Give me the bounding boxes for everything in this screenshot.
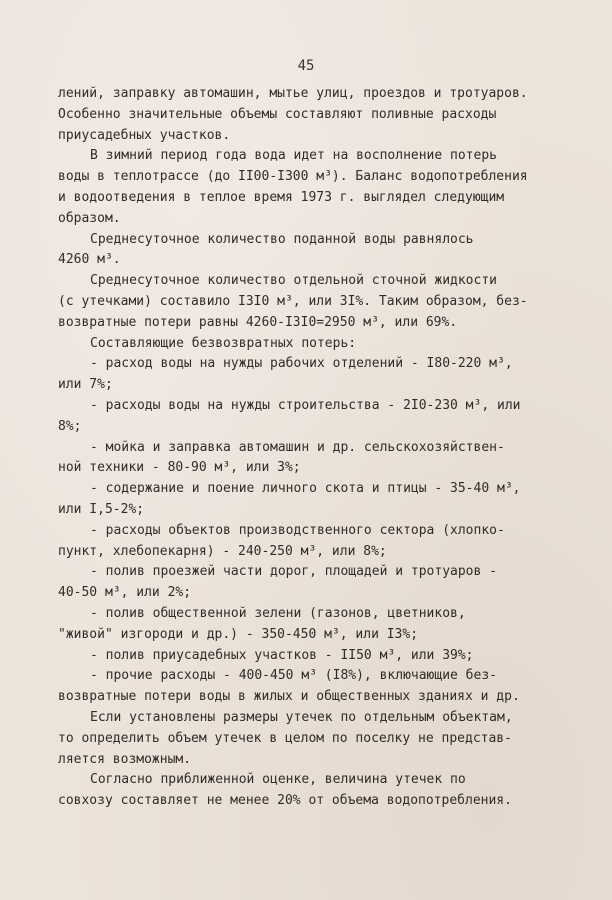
text-line: - полив приусадебных участков - II50 м³, или 39%; <box>90 647 474 663</box>
page-number: 45 <box>297 58 315 74</box>
text-line: "живой" изгороди и др.) - 350-450 м³, или I3%; <box>58 626 419 642</box>
text-line: воды в теплотрассе (до II00-I300 м³). Баланс водопотребления <box>58 169 528 185</box>
text-line: - полив общественной зелени (газонов, цветников, <box>90 605 466 621</box>
text-line: - прочие расходы - 400-450 м³ (I8%), включающие без- <box>90 668 497 684</box>
text-line: то определить объем утечек в целом по поселку не представ- <box>58 730 512 746</box>
text-line: 8%; <box>58 418 82 434</box>
text-line: 4260 м³. <box>58 252 121 268</box>
text-line: Составляющие безвозвратных потерь: <box>90 335 357 351</box>
text-line: или 7%; <box>58 377 113 393</box>
text-line: приусадебных участков. <box>58 127 231 143</box>
text-line: - полив проезжей части дорог, площадей и тротуаров - <box>90 564 497 580</box>
body-text <box>58 84 568 812</box>
text-line: возвратные потери воды в жилых и общественных зданиях и др. <box>58 689 520 705</box>
text-line: совхозу составляет не менее 20% от объема водопотребления. <box>58 793 512 809</box>
text-line: Особенно значительные объемы составляют поливные расходы <box>58 106 497 122</box>
text-line: или I,5-2%; <box>58 501 145 517</box>
text-line: Согласно приближенной оценке, величина утечек по <box>90 772 466 788</box>
text-line: - содержание и поение личного скота и птицы - 35-40 м³, <box>90 481 521 497</box>
text-line: Среднесуточное количество отдельной сточной жидкости <box>90 273 497 289</box>
text-line: образом. <box>58 210 121 226</box>
text-line: (с утечками) составило I3I0 м³, или 3I%. Таким образом, без- <box>58 293 528 309</box>
text-line: Если установлены размеры утечек по отдельным объектам, <box>90 709 513 725</box>
text-line: 40-50 м³, или 2%; <box>58 585 192 601</box>
text-line: Среднесуточное количество поданной воды равнялось <box>90 231 474 247</box>
text-line: ляется возможным. <box>58 751 192 767</box>
text-line: - мойка и заправка автомашин и др. сельскохозяйствен- <box>90 439 505 455</box>
text-line: возвратные потери равны 4260-I3I0=2950 м³, или 69%. <box>58 314 458 330</box>
text-line: и водоотведения в теплое время 1973 г. выглядел следующим <box>58 189 505 205</box>
text-line: ной техники - 80-90 м³, или 3%; <box>58 460 301 476</box>
text-line: - расход воды на нужды рабочих отделений - I80-220 м³, <box>90 356 513 372</box>
text-line: - расходы объектов производственного сектора (хлопко- <box>90 522 505 538</box>
text-line: лений, заправку автомашин, мытье улиц, проездов и тротуаров. <box>58 86 528 101</box>
text-line: пункт, хлебопекарня) - 240-250 м³, или 8%; <box>58 543 387 559</box>
text-line: В зимний период года вода идет на восполнение потерь <box>90 148 497 164</box>
text-line: - расходы воды на нужды строительства - 2I0-230 м³, или <box>90 397 521 413</box>
